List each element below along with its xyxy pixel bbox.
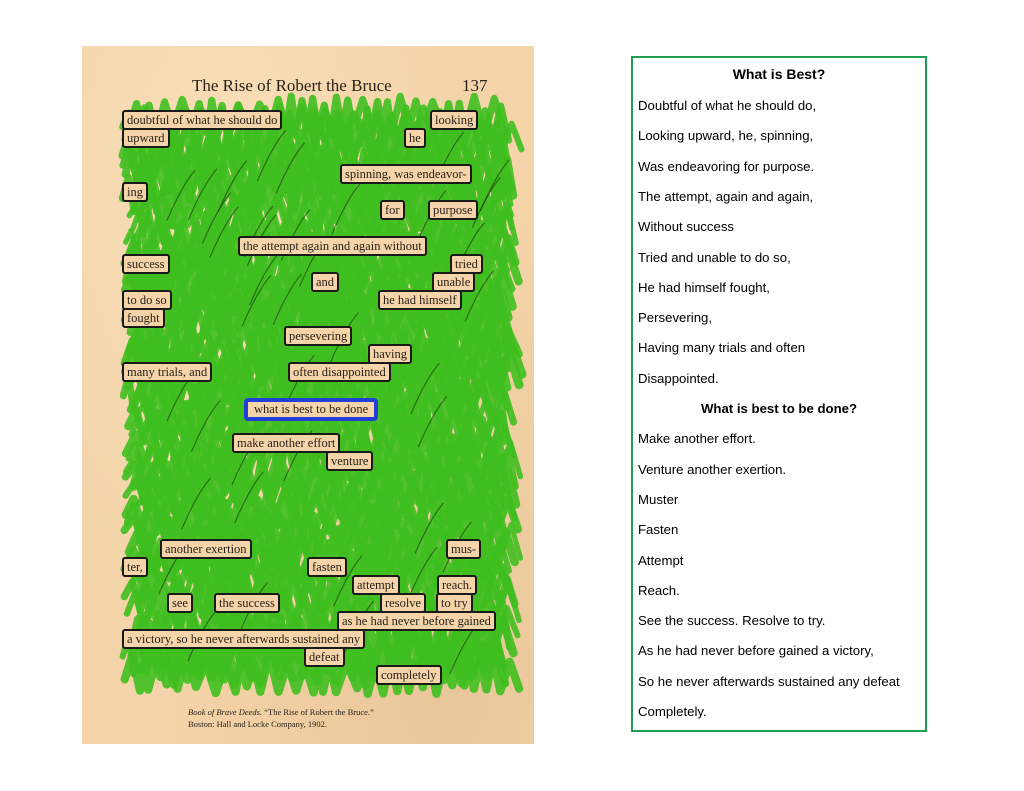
highlighted-phrase: what is best to be done <box>244 398 378 421</box>
poem-line: See the success. Resolve to try. <box>638 613 826 629</box>
poem-line: Completely. <box>638 704 707 719</box>
poem-line: Fasten <box>638 522 679 538</box>
citation-book: Book of Brave Deeds. <box>188 707 263 717</box>
poem-line: Venture another exertion. <box>638 461 787 477</box>
boxed-word: to try <box>436 593 473 613</box>
blackout-poem-page <box>82 46 534 744</box>
poem-line: The attempt, again and again, <box>638 188 814 204</box>
boxed-word: see <box>167 593 193 613</box>
poem-line: Make another effort. <box>638 431 756 447</box>
boxed-word: reach. <box>437 575 477 595</box>
boxed-word: fasten <box>307 557 347 577</box>
boxed-word: he <box>404 128 426 148</box>
boxed-word: many trials, and <box>122 362 212 382</box>
running-head: The Rise of Robert the Bruce <box>192 76 392 95</box>
boxed-word: ter, <box>122 557 148 577</box>
boxed-word: attempt <box>352 575 400 595</box>
boxed-word: and <box>311 272 339 292</box>
citation <box>188 706 374 730</box>
citation-chapter: “The Rise of Robert the Bruce.” <box>264 707 374 717</box>
boxed-word: persevering <box>284 326 352 346</box>
boxed-word: the success <box>214 593 280 613</box>
poem-line: Doubtful of what he should do, <box>638 98 817 113</box>
boxed-word: another exertion <box>160 539 252 559</box>
poem-stanza-heading: What is best to be done? <box>700 401 858 416</box>
poem-line: Was endeavoring for purpose. <box>638 158 815 174</box>
boxed-word: as he had never before gained <box>337 611 496 631</box>
poem-line: Disappointed. <box>638 370 719 386</box>
poem-line: He had himself fought, <box>638 279 770 295</box>
poem-line: Without success <box>638 219 735 235</box>
boxed-word: doubtful of what he should do <box>122 110 282 130</box>
boxed-word: to do so <box>122 290 172 310</box>
poem-line: Tried and unable to do so, <box>638 249 791 265</box>
boxed-word: ing <box>122 182 148 202</box>
citation-publisher: Boston: Hall and Locke Company, 1902. <box>188 719 327 729</box>
poem-line: So he never afterwards sustained any defeat <box>638 673 900 689</box>
boxed-word: often disappointed <box>288 362 391 382</box>
poem-line: As he had never before gained a victory, <box>638 643 874 659</box>
boxed-word: success <box>122 254 170 274</box>
boxed-word: mus- <box>446 539 481 559</box>
boxed-word: upward <box>122 128 170 148</box>
poem-line: Persevering, <box>638 310 713 326</box>
boxed-word: tried <box>450 254 483 274</box>
boxed-word: for <box>380 200 405 220</box>
boxed-word: having <box>368 344 412 364</box>
poem-line: Looking upward, he, spinning, <box>638 128 814 144</box>
boxed-word: make another effort <box>232 433 340 453</box>
poem-line: Attempt <box>638 552 684 568</box>
poem-line: Reach. <box>638 582 680 598</box>
boxed-word: looking <box>430 110 478 130</box>
boxed-word: resolve <box>380 593 426 613</box>
boxed-word: defeat <box>304 647 345 667</box>
poem-line: Muster <box>638 491 679 507</box>
poem-box <box>631 56 927 732</box>
poem-line: Having many trials and often <box>638 340 806 356</box>
page-header <box>82 72 534 102</box>
boxed-word: fought <box>122 308 165 328</box>
poem-title: What is Best? <box>732 66 826 82</box>
boxed-word: a victory, so he never afterwards sustained any <box>122 629 365 649</box>
boxed-word: the attempt again and again without <box>238 236 427 256</box>
boxed-word: unable <box>432 272 475 292</box>
boxed-word: he had himself <box>378 290 462 310</box>
page-number: 137 <box>462 76 488 95</box>
boxed-word: venture <box>326 451 373 471</box>
boxed-word: spinning, was endeavor- <box>340 164 472 184</box>
boxed-word: completely <box>376 665 442 685</box>
boxed-word: purpose <box>428 200 478 220</box>
